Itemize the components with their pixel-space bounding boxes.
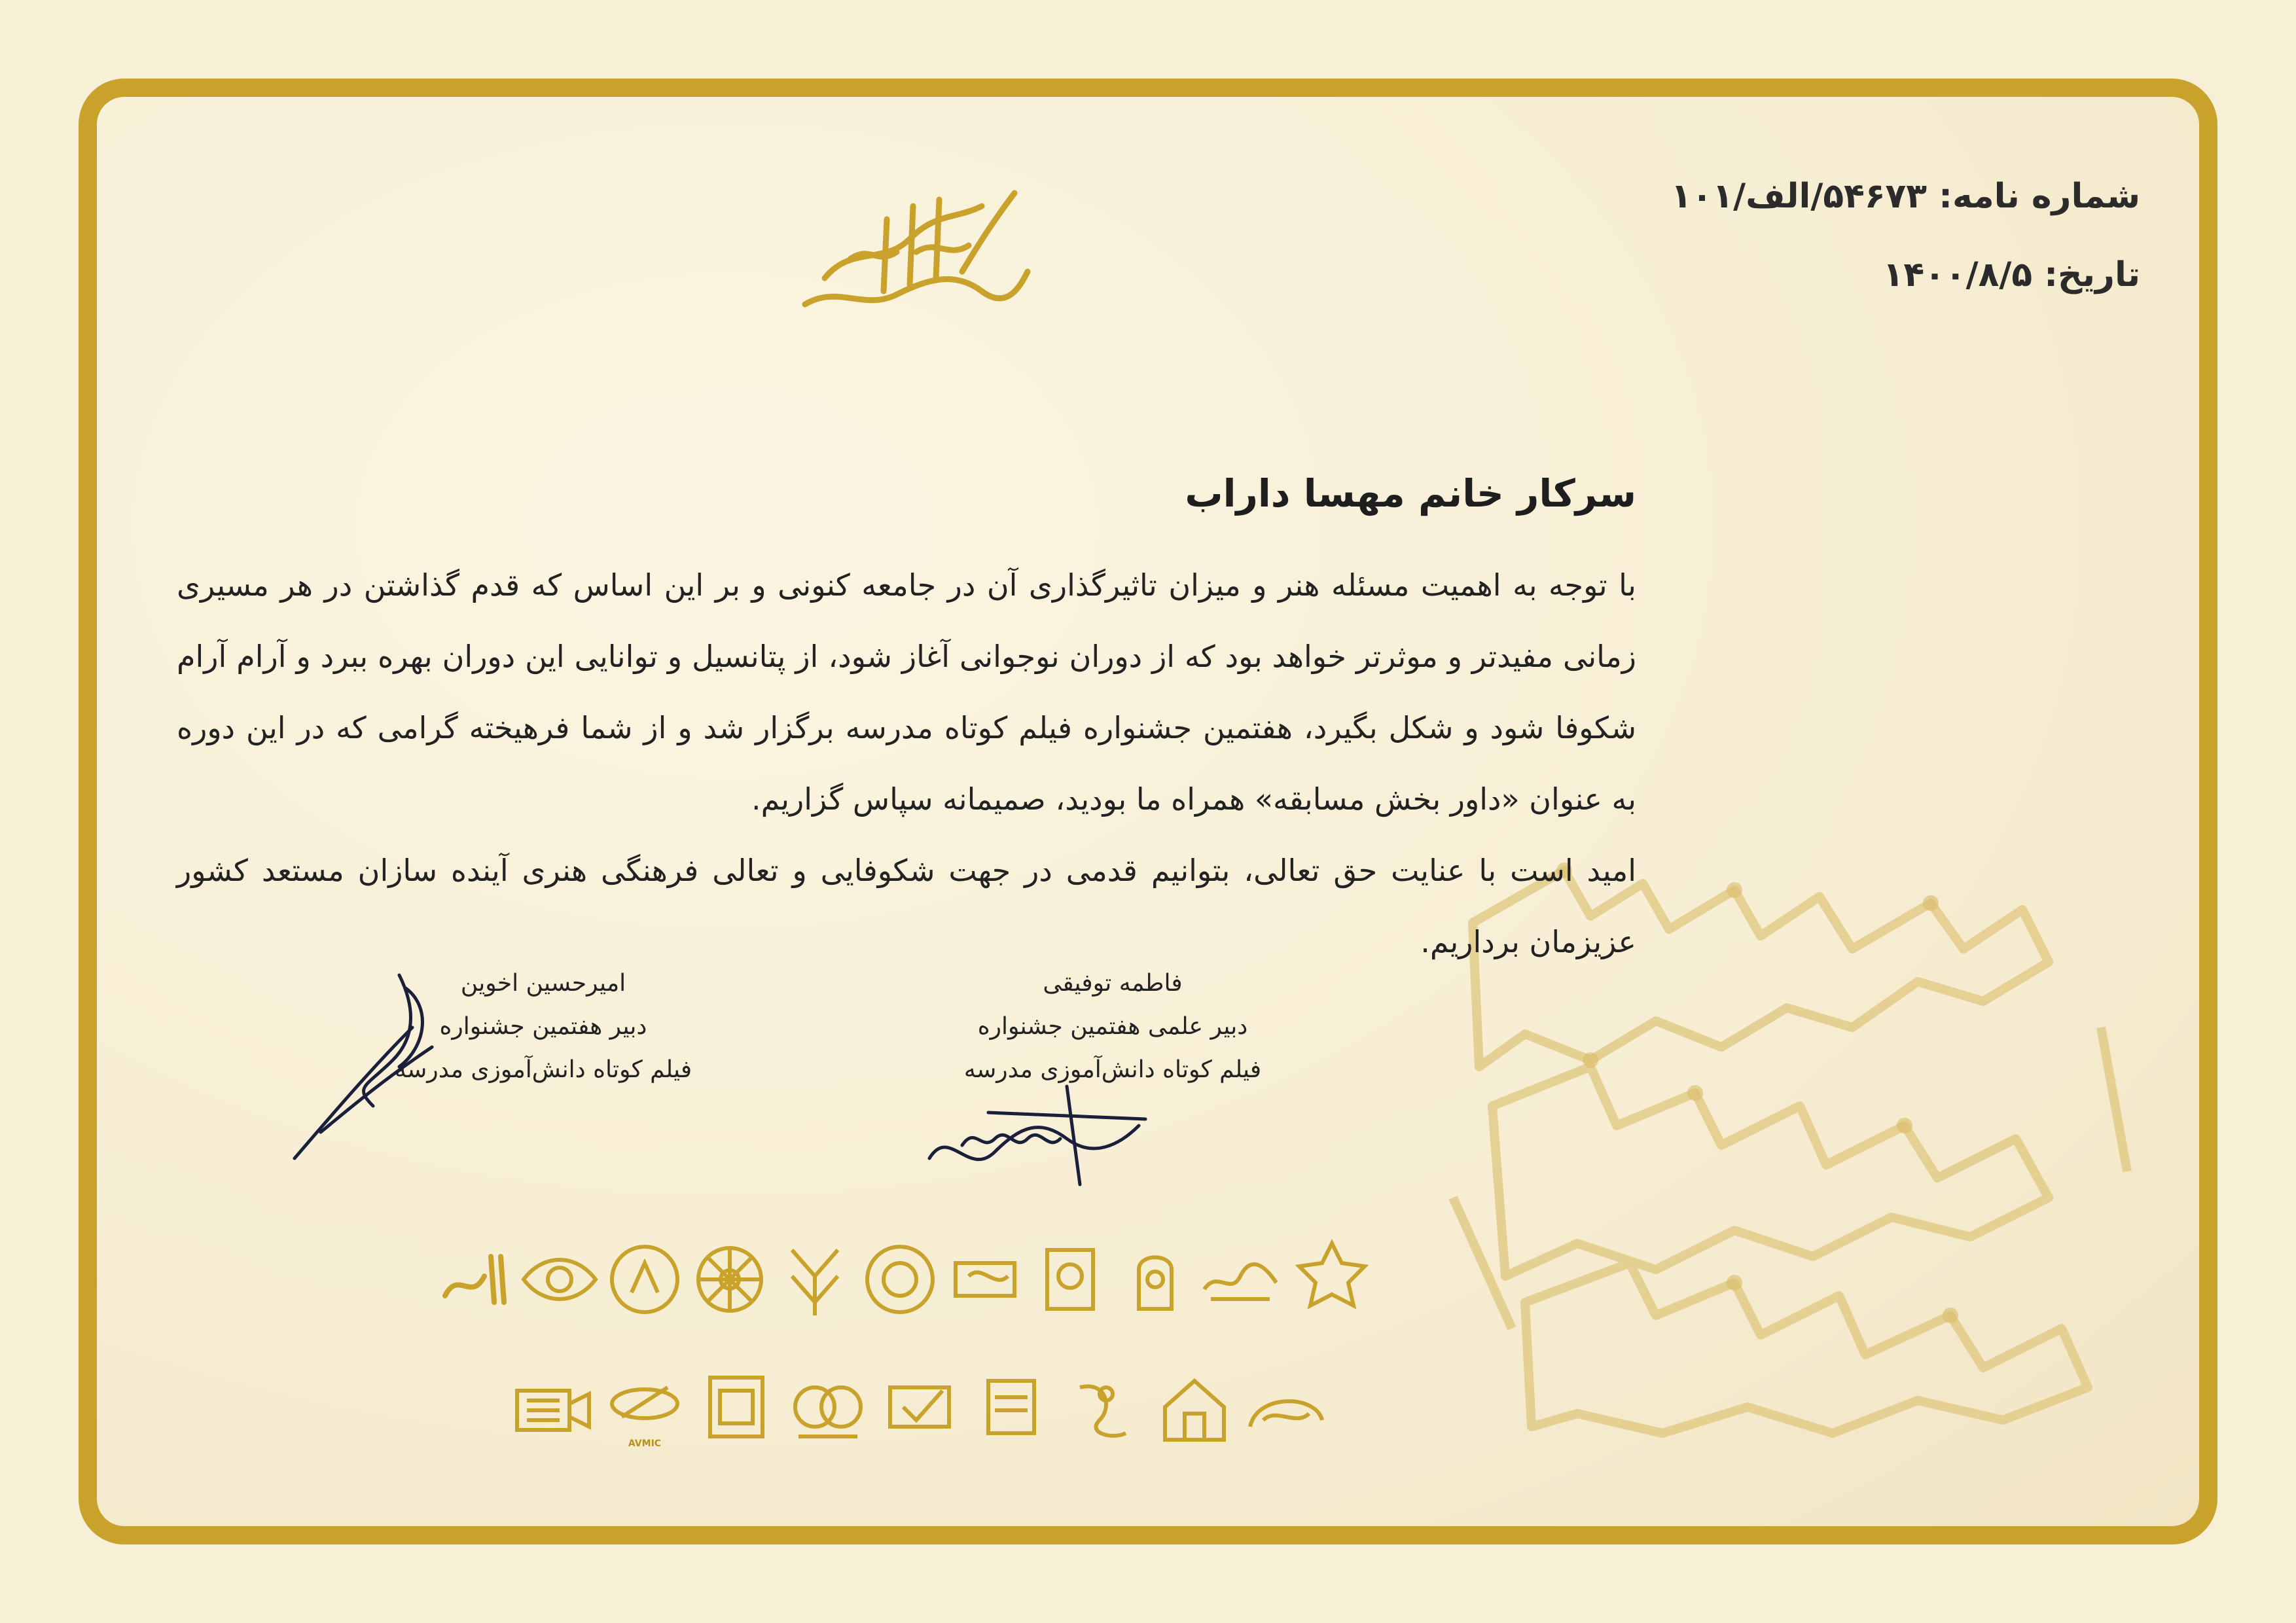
eye-logo — [517, 1237, 602, 1322]
hozeh-logo — [1113, 1237, 1198, 1322]
signatory-2-title-2: فیلم کوتاه دانش‌آموزی مدرسه — [394, 1056, 692, 1083]
avmic-logo — [602, 1368, 687, 1453]
signatory-1-title-2: فیلم کوتاه دانش‌آموزی مدرسه — [963, 1056, 1262, 1083]
bismillah-calligraphy-icon — [785, 180, 1034, 321]
signatory-2-title-1: دبیر هفتمین جشنواره — [439, 1013, 647, 1040]
body-paragraph-2: امید است با عنایت حق تعالی، بتوانیم قدمی در جهت شکوفایی و تعالی فرهنگی هنری آینده سازان مستعد کشور عزیزمان برداریم. — [177, 853, 1636, 959]
bookbook-logo — [969, 1368, 1054, 1453]
signatory-1-title-1: دبیر علمی هفتمین جشنواره — [977, 1013, 1248, 1040]
seda-sima-logo — [942, 1237, 1028, 1322]
film-camera-logo — [511, 1368, 596, 1453]
signature-2-handwriting — [281, 962, 465, 1171]
circle-emblem-logo — [602, 1237, 687, 1322]
honarvar-logo — [432, 1237, 517, 1322]
film-check-logo — [877, 1368, 962, 1453]
rotary-wheel-logo — [687, 1237, 772, 1322]
letter-date: تاریخ: ۱۴۰۰/۸/۵ — [1882, 255, 2140, 294]
signatory-1-name: فاطمه توفیقی — [1043, 970, 1183, 997]
avmic-text: AVMIC — [628, 1438, 662, 1449]
signature-1-handwriting — [910, 1047, 1158, 1191]
partner-logos-row-2 — [380, 1368, 1374, 1459]
body-paragraph-1: با توجه به اهمیت مسئله هنر و میزان تاثیرگذاری آن در جامعه کنونی و بر این اساس که قدم گذاشتن در هر مسیری زمانی مفیدتر و موثرتر خواهد بود که از دوران نوجوانی آغاز شود، از پتانسیل و توانایی این دوران بهره ببرد و آرام آرام شکوفا شود و شکل بگیرد، هفتمین جشنواره فیلم کوتاه مدرسه برگزار شد و از شما فرهیخته گرامی که در این دوره به عنوان «داور بخش مسابقه» همراه ما بودید، صمیمانه سپاس گزاریم. — [177, 567, 1636, 817]
square-logo — [694, 1368, 779, 1453]
recipient-name: سرکار خانم مهسا داراب — [1185, 471, 1636, 516]
signatory-2-name: امیرحسین اخوین — [460, 970, 626, 997]
letter-number: شماره نامه: ۵۴۶۷۳/الف/۱۰۱ — [1670, 177, 2140, 216]
letter-body — [177, 550, 1636, 978]
helal-ahmar-logo — [785, 1368, 870, 1453]
mohandes-logo — [1198, 1237, 1283, 1322]
iranian-organization-logo — [857, 1237, 942, 1322]
house-logo — [1152, 1368, 1237, 1453]
redcross-logo — [1028, 1237, 1113, 1322]
khordad-logo — [1289, 1237, 1374, 1322]
azad-university-logo — [772, 1237, 857, 1322]
partner-logos-row-1 — [380, 1237, 1374, 1329]
teach-logo — [1060, 1368, 1145, 1453]
farhang-logo — [1244, 1368, 1329, 1453]
